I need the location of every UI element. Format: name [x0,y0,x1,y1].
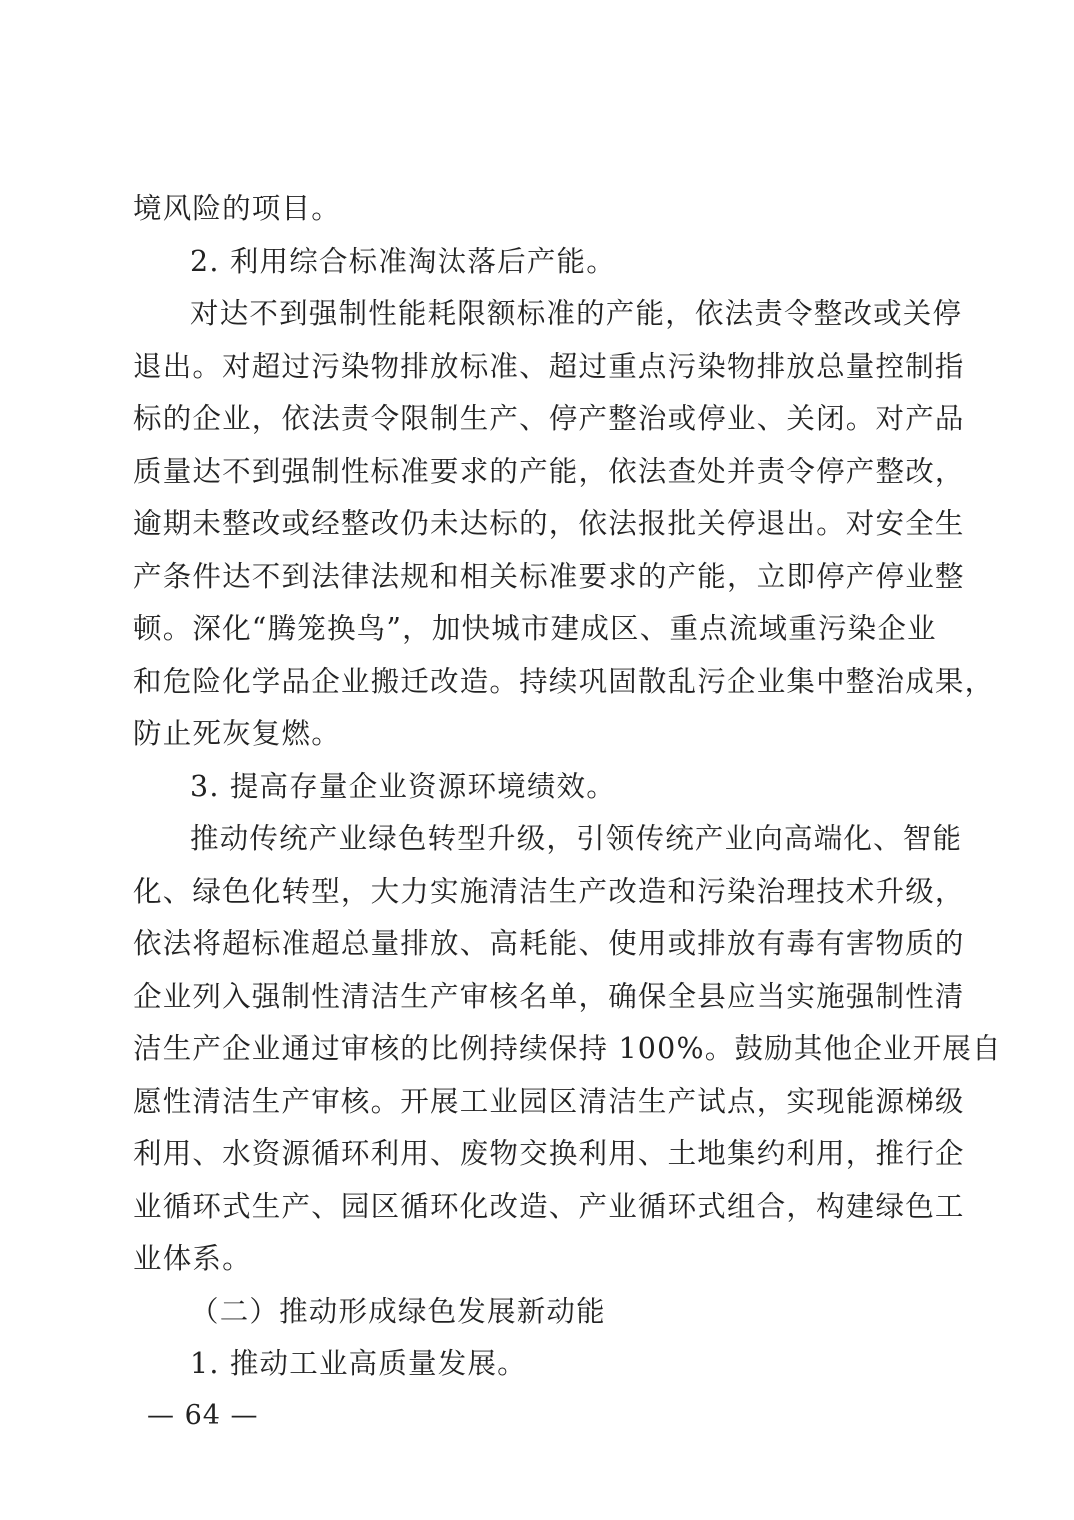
numbered-heading: 2. 利用综合标准淘汰落后产能。 [190,244,616,278]
body-line: 逾期未整改或经整改仍未达标的，依法报批关停退出。对安全生 [133,507,965,540]
body-line: 标的企业，依法责令限制生产、停产整治或停业、关闭。对产品 [133,402,965,435]
paragraph-first-line: 对达不到强制性能耗限额标准的产能，依法责令整改或关停 [190,297,963,330]
body-line: 洁生产企业通过审核的比例持续保持 100%。鼓励其他企业开展自 [133,1032,1002,1065]
body-line: 境风险的项目。 [133,192,341,225]
page-number: — 64 — [147,1400,259,1431]
body-line: 依法将超标准超总量排放、高耗能、使用或排放有毒有害物质的 [133,927,965,960]
body-line: 企业列入强制性清洁生产审核名单，确保全县应当实施强制性清 [133,979,965,1013]
body-line: 化、绿色化转型，大力实施清洁生产改造和污染治理技术升级， [133,874,965,908]
document-body [133,183,1002,1391]
numbered-heading: 3. 提高存量企业资源环境绩效。 [190,769,616,803]
body-line: 顿。深化“腾笼换鸟”，加快城市建成区、重点流域重污染企业 [133,612,937,645]
paragraph-first-line: 推动传统产业绿色转型升级，引领传统产业向高端化、智能 [190,822,963,855]
body-line: 业循环式生产、园区循环化改造、产业循环式组合，构建绿色工 [133,1189,965,1223]
body-line: 愿性清洁生产审核。开展工业园区清洁生产试点，实现能源梯级 [133,1084,965,1118]
body-line: 防止死灰复燃。 [133,717,341,750]
body-line: 产条件达不到法律法规和相关标准要求的产能，立即停产停业整 [133,559,965,593]
numbered-heading: 1. 推动工业高质量发展。 [190,1347,527,1380]
body-line: 和危险化学品企业搬迁改造。持续巩固散乱污企业集中整治成果， [133,664,995,698]
body-line: 业体系。 [133,1242,252,1275]
body-line: 退出。对超过污染物排放标准、超过重点污染物排放总量控制指 [133,349,965,383]
body-line: 利用、水资源循环利用、废物交换利用、土地集约利用，推行企 [133,1137,965,1170]
section-subheading: （二）推动形成绿色发展新动能 [190,1294,606,1328]
body-line: 质量达不到强制性标准要求的产能，依法查处并责令停产整改， [133,454,965,488]
